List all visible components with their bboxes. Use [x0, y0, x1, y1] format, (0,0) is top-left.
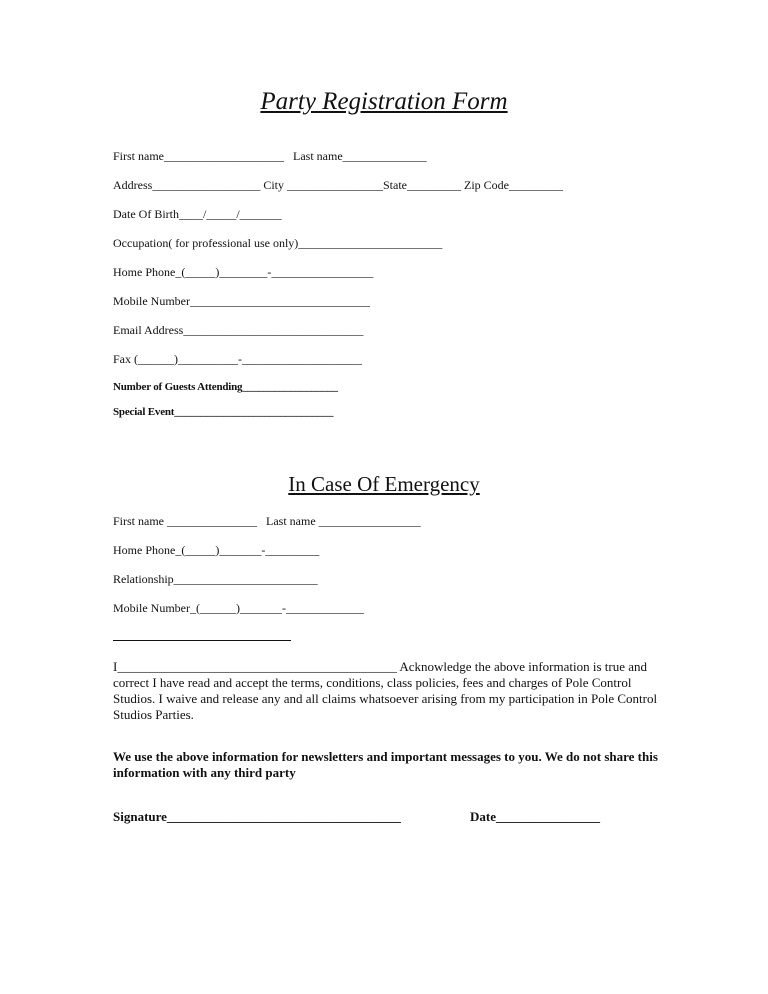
- address-field-row[interactable]: Address__________________ City ________________State_________ Zip Code_________: [113, 178, 563, 192]
- email-address-field[interactable]: Email Address______________________________: [113, 323, 364, 337]
- emergency-section-title: In Case Of Emergency: [288, 472, 480, 496]
- form-title: Party Registration Form: [260, 88, 508, 115]
- privacy-note: We use the above information for newsletters and important messages to you. We do not share this information with any third party: [113, 749, 658, 780]
- acknowledgement-paragraph: I___________________________________________ Acknowledge the above information is true and correct I have read and accept the terms, conditions, class policies, fees and charges of Pole Control Studios. I waive and release any and all claims whatsoever arising from my participation in Pole Control Studios Parties.: [113, 659, 658, 722]
- signature-field[interactable]: Signature____________________________________: [113, 809, 401, 824]
- name-field-row[interactable]: First name____________________ Last name______________: [113, 149, 427, 163]
- guests-attending-field[interactable]: Number of Guests Attending__________________: [113, 381, 338, 393]
- special-event-field[interactable]: Special Event______________________________: [113, 406, 334, 418]
- fax-field[interactable]: Fax (______)__________-____________________: [113, 352, 362, 366]
- blank-line[interactable]: [113, 640, 291, 641]
- emergency-relationship-field[interactable]: Relationship________________________: [113, 572, 318, 586]
- occupation-field[interactable]: Occupation( for professional use only)________________________: [113, 236, 443, 250]
- emergency-mobile-field[interactable]: Mobile Number_(______)_______-_____________: [113, 601, 364, 615]
- emergency-home-phone-field[interactable]: Home Phone_(_____)_______-_________: [113, 543, 320, 557]
- mobile-number-field[interactable]: Mobile Number______________________________: [113, 294, 370, 308]
- date-field[interactable]: Date________________: [470, 809, 600, 824]
- date-of-birth-field[interactable]: Date Of Birth____/_____/_______: [113, 207, 282, 221]
- home-phone-field[interactable]: Home Phone_(_____)________-_________________: [113, 265, 374, 279]
- emergency-name-field-row[interactable]: First name _______________ Last name _________________: [113, 514, 421, 528]
